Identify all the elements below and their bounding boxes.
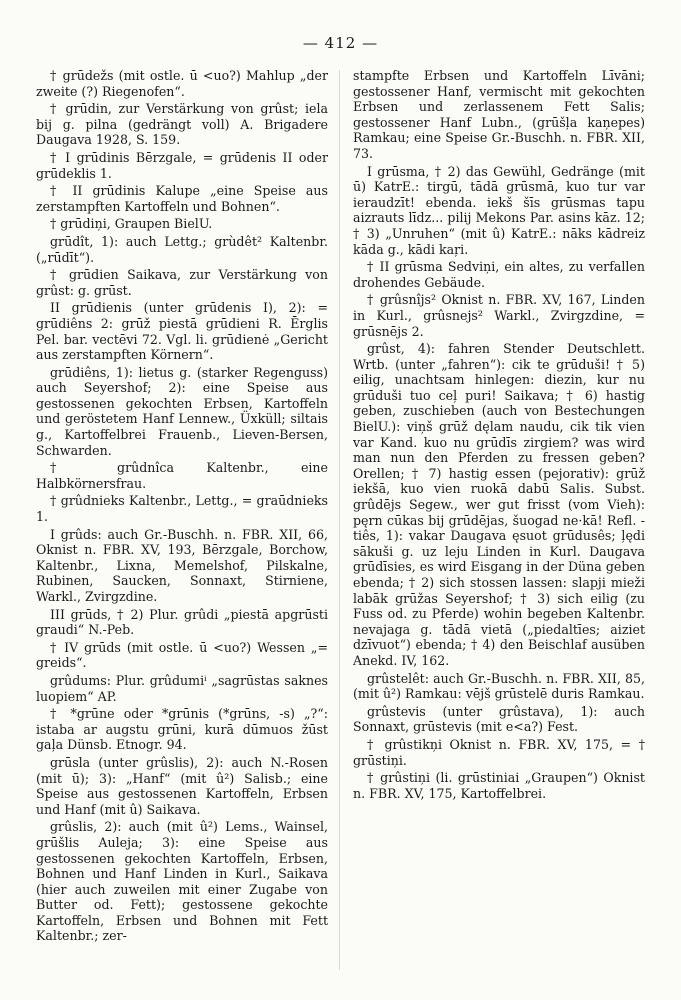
dictionary-entry: grûstevis (unter grûstava), 1): auch Sonnaxt, grūstevis (mit e<a?) Fest. [353,703,645,735]
page-number: — 412 — [302,34,379,52]
column-divider [339,70,340,970]
dictionary-entry: † grûstikņi Oknist n. FBR. XV, 175, = † grūstiņi. [353,736,645,768]
dictionary-entry: grûslis, 2): auch (mit û²) Lems., Wainsel, grūšlis Auleja; 3): eine Speise aus gestossenen gekochten Kartoffeln, Erbsen, Bohnen und Hanf Linden in Kurl., Saikava (hier auch zuweilen mit einer Zugabe von Butter od. Fett); gestossene gekochte Kartoffeln, Erbsen und Bohnen mit Fett Kaltenbr.; zer- [36,819,328,944]
dictionary-entry: † grûsnîjs² Oknist n. FBR. XV, 167, Linden in Kurl., grûsnejs² Warkl., Zvirgzdine, = grūsnējs 2. [353,292,645,339]
dictionary-entry: † grūdien Saikava, zur Verstärkung von grûst: g. grūst. [36,267,328,298]
dictionary-entry: † grūdin, zur Verstärkung von grûst; iela bij g. pilna (gedrängt voll) A. Brigadere Daugava 1928, S. 159. [36,101,328,148]
dictionary-entry-continuation: stampfte Erbsen und Kartoffeln Līvāni; gestossener Hanf, vermischt mit gekochten Erbsen und zerlassenem Fett Salis; gestossener Hanf Lubn., (grūšļa kaņepes) Ramkau; eine Speise Gr.-Buschh. n. FBR. XII, 73. [353,68,645,161]
dictionary-entry: † grûdnîca Kaltenbr., eine Halbkörnersfrau. [36,460,328,491]
dictionary-entry: I grûds: auch Gr.-Buschh. n. FBR. XII, 66, Oknist n. FBR. XV, 193, Bērzgale, Borchow, Kaltenbr., Lixna, Memelshof, Pilskalne, Rubinen, Saucken, Sonnaxt, Stirniene, Warkl., Zvirgzdine. [36,526,328,604]
dictionary-entry: grûst, 4): fahren Stender Deutschlett. Wrtb. (unter „fahren“): cik te grūduši! † 5) eilig, unachtsam hinlegen: diezin, kur nu grūduši tuo ceļ puri! Saikava; † 6) hastig geben, zuschieben (auch von Bestechungen BielU.): viņš grūž dęlam naudu, cik tik vien var Kand. kuo nu grūdīs zirgiem? was wird man nun den Pferden zu fressen geben? Orellen; † 7) hastig essen (pejorativ): grūž iekšā, kuo vien ruokā dabū Salis. Subst. grûdējs Segew., wer gut frisst (vom Vieh): pęrn cūkas bij grūdējas, šuogad ne·kā! Refl. -tiês, 1): vakar Daugava ęsuot grūdusês; ļędi sākuši g. uz leju Linden in Kurl. Daugava grūdīsies, es wird Eisgang in der Düna geben ebenda; † 2) sich stossen lassen: slapji mieži labāk grūžas Seyershof; † 3) sich eilig (zu Fuss od. zu Pferde) wohin begeben Kaltenbr. nevajaga g. tādā vietā („piedaltīes; aiziet dzīvuot“) ebenda; † 4) den Beischlaf ausüben Anekd. IV, 162. [353,341,645,668]
dictionary-entry: grūdît, 1): auch Lettg.; grùdêt² Kaltenbr. („rūdīt“). [36,233,328,265]
dictionary-entry: † grûdnieks Kaltenbr., Lettg., = graūdnieks 1. [36,493,328,525]
dictionary-entry: grūsla (unter grûslis), 2): auch N.-Rosen (mit ū); 3): „Hanf“ (mit û²) Salisb.; eine Speise aus gestossenen Kartoffeln, Erbsen und Hanf (mit û) Saikava. [36,754,328,817]
dictionary-entry: I grūsma, † 2) das Gewühl, Gedränge (mit ū) KatrE.: tirgū, tādā grūsmā, kuo tur var ieraudzīt! ebenda. iekš šīs grūsmas tapu aizrauts līdz... pilij Mekons Par. asins kāz. 12; † 3) „Unruhen“ (mit û) KatrE.: nāks kādreiz kāda g., kādi kaŗi. [353,163,645,257]
right-column [353,68,645,803]
dictionary-entry: † II grūsma Sedviņi, ein altes, zu verfallen drohendes Gebäude. [353,259,645,290]
dictionary-entry: † grūdežs (mit ostle. ū <uo?) Mahlup „der zweite (?) Riegenofen“. [36,68,328,99]
dictionary-entry: † grūdiņi, Graupen BielU. [50,216,213,232]
dictionary-entry: grūdiêns, 1): lietus g. (starker Regenguss) auch Seyershof; 2): eine Speise aus gestossenen gekochten Erbsen, Kartoffeln und geröstetem Hanf Lennew., Üxküll; siltais g., Kartoffelbrei Frauenb., Lieven-Bersen, Schwarden. [36,364,328,458]
dictionary-entry: † *grūne oder *grūnis (*grūns, -s) „?“: istaba ar augstu grūni, kurā dūmuos žūst gaļa Dünsb. Etnogr. 94. [36,706,328,753]
dictionary-entry: † I grūdinis Bērzgale, = grūdenis II oder grūdeklis 1. [36,149,328,181]
dictionary-entry: III grūds, † 2) Plur. grûdi „piestā apgrūsti graudi“ N.-Peb. [36,606,328,638]
dictionary-entry: † II grūdinis Kalupe „eine Speise aus zerstampften Kartoffeln und Bohnen“. [36,183,328,214]
left-column [36,68,328,946]
dictionary-entry: grûdums: Plur. grûdumiⁱ „sagrūstas saknes luopiem“ AP. [36,672,328,704]
dictionary-entry: II grūdienis (unter grūdenis I), 2): = grūdiêns 2: grūž piestā grūdieni R. Ērglis Pel. bar. vectēvi 72. Vgl. li. grūdienė „Gericht aus zerstampften Körnern“. [36,300,328,363]
dictionary-entry: † IV grūds (mit ostle. ū <uo?) Wessen „= greids“. [36,639,328,671]
dictionary-entry: † grûstiņi (li. grūstiniai „Graupen“) Oknist n. FBR. XV, 175, Kartoffelbrei. [353,770,645,801]
dictionary-entry: grûstelêt: auch Gr.-Buschh. n. FBR. XII, 85, (mit û²) Ramkau: vējš grūstelē duris Ramkau. [353,670,645,702]
